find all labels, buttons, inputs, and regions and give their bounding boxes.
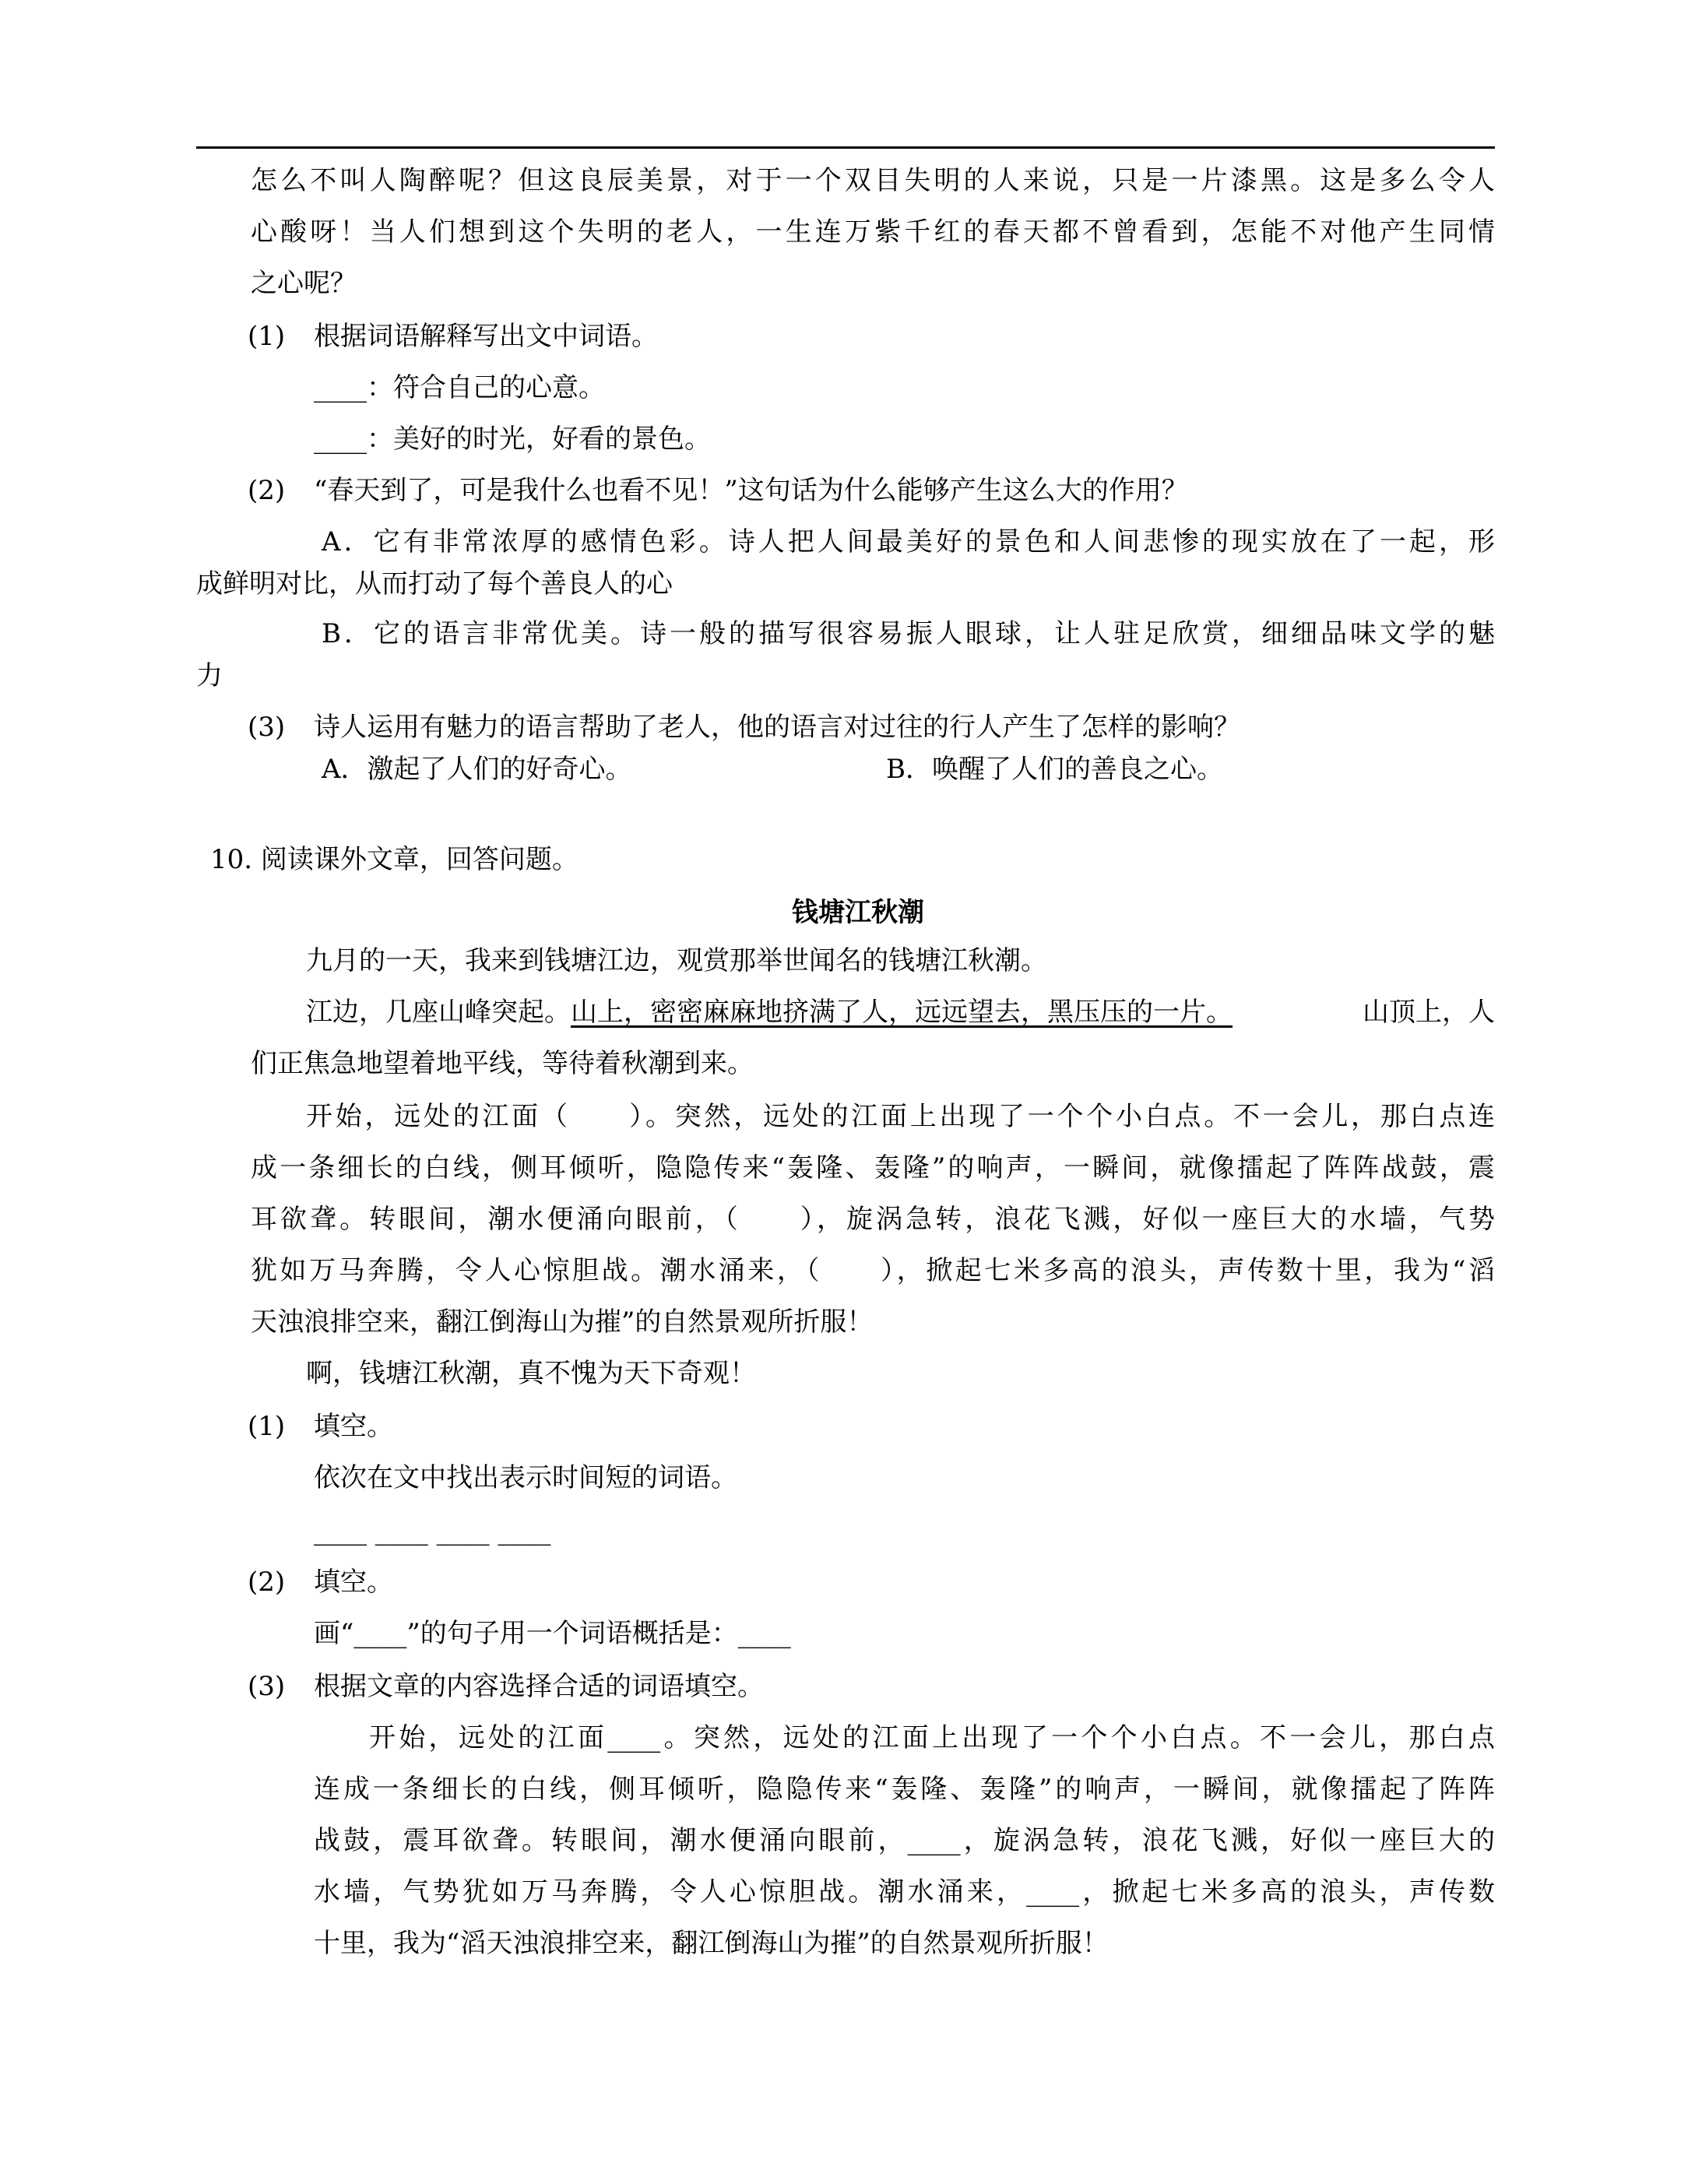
q9-sub3-number: (3) (248, 712, 286, 743)
q10-sub1-number: (1) (248, 1411, 286, 1442)
q9-sub3-text: 诗人运用有魅力的语言帮助了老人，他的语言对过往的行人产生了怎样的影响？ (314, 712, 1240, 743)
article-line: 耳欲聋。转眼间，潮水便涌向眼前，（ ），旋涡急转，浪花飞溅，好似一座巨大的水墙，气势 (251, 1204, 1495, 1235)
article-paragraph: 开始，远处的江面（ ）。突然，远处的江面上出现了一个个小白点。不一会儿，那白点连 (306, 1101, 1495, 1132)
q9-sub1-text: 根据词语解释写出文中词语。 (314, 321, 658, 352)
q10-sub3-passage: 水墙，气势犹如万马奔腾，令人心惊胆战。潮水涌来，____，掀起七米多高的浪头，声传数 (314, 1876, 1495, 1908)
q9-sub3-option-b: B．唤醒了人们的善良之心。 (886, 754, 1223, 785)
q9-sub1-blank-b: ____：美好的时光，好看的景色。 (314, 424, 711, 455)
q10-sub1-blanks: ____ ____ ____ ____ (314, 1515, 551, 1546)
article-line: 成一条细长的白线，侧耳倾听，隐隐传来“轰隆、轰隆”的响声，一瞬间，就像擂起了阵阵战鼓，震 (251, 1152, 1495, 1183)
header-rule (196, 146, 1495, 149)
q10-sub3-passage: 战鼓，震耳欲聋。转眼间，潮水便涌向眼前，____，旋涡急转，浪花飞溅，好似一座巨大的 (314, 1825, 1495, 1856)
article-paragraph (306, 995, 1495, 1029)
article-line: 犹如万马奔腾，令人心惊胆战。潮水涌来，（ ），掀起七米多高的浪头，声传数十里，我为“滔 (251, 1255, 1495, 1286)
q9-sub3-option-a: A．激起了人们的好奇心。 (322, 754, 632, 785)
q10-sub3-text: 根据文章的内容选择合适的词语填空。 (314, 1671, 764, 1702)
article-text: 江边，几座山峰突起。 (306, 997, 571, 1028)
q10-sub2-number: (2) (248, 1567, 286, 1598)
q9-sub2-option-b: B．它的语言非常优美。诗一般的描写很容易振人眼球，让人驻足欣赏，细细品味文学的魅 (322, 618, 1495, 649)
q10-sub2-text: 填空。 (314, 1567, 393, 1598)
q9-sub1-blank-a: ____：符合自己的心意。 (314, 372, 605, 403)
q9-sub2-option-a-cont: 成鲜明对比，从而打动了每个善良人的心 (196, 568, 673, 600)
q9-sub2-option-b-cont: 力 (196, 660, 223, 691)
article-title: 钱塘江秋潮 (792, 897, 924, 928)
q10-sub1-instruction: 依次在文中找出表示时间短的词语。 (314, 1462, 737, 1493)
passage-line: 之心呢？ (251, 268, 357, 299)
q9-sub1-number: (1) (248, 321, 286, 352)
article-text: 山顶上，人 (1363, 997, 1495, 1028)
q10-sub1-text: 填空。 (314, 1411, 393, 1442)
q10-sub3-passage: 连成一条细长的白线，侧耳倾听，隐隐传来“轰隆、轰隆”的响声，一瞬间，就像擂起了阵阵 (314, 1774, 1495, 1805)
q9-sub2-text: “春天到了，可是我什么也看不见！”这句话为什么能够产生这么大的作用？ (314, 475, 1188, 506)
passage-line: 心酸呀！当人们想到这个失明的老人，一生连万紫千红的春天都不曾看到，怎能不对他产生同情 (251, 216, 1495, 248)
passage-line: 怎么不叫人陶醉呢？但这良辰美景，对于一个双目失明的人来说，只是一片漆黑。这是多么令人 (251, 165, 1495, 196)
q9-sub2-option-a: A．它有非常浓厚的感情色彩。诗人把人间最美好的景色和人间悲惨的现实放在了一起，形 (322, 526, 1495, 557)
q10-sub2-instruction: 画“____”的句子用一个词语概括是：____ (314, 1618, 791, 1649)
q10-heading: 10. 阅读课外文章，回答问题。 (210, 844, 578, 875)
q9-sub2-number: (2) (248, 475, 286, 506)
underlined-sentence: 山上，密密麻麻地挤满了人，远远望去，黑压压的一片。 (571, 997, 1233, 1028)
article-paragraph: 九月的一天，我来到钱塘江边，观赏那举世闻名的钱塘江秋潮。 (306, 945, 1047, 976)
article-paragraph: 啊，钱塘江秋潮，真不愧为天下奇观！ (306, 1358, 756, 1389)
article-line: 天浊浪排空来，翻江倒海山为摧”的自然景观所折服！ (251, 1307, 874, 1338)
q10-sub3-passage: 十里，我为“滔天浊浪排空来，翻江倒海山为摧”的自然景观所折服！ (314, 1928, 1109, 1959)
article-line: 们正焦急地望着地平线，等待着秋潮到来。 (251, 1048, 754, 1079)
q10-sub3-passage: 开始，远处的江面____。突然，远处的江面上出现了一个个小白点。不一会儿，那白点 (369, 1722, 1495, 1753)
q10-sub3-number: (3) (248, 1671, 286, 1702)
